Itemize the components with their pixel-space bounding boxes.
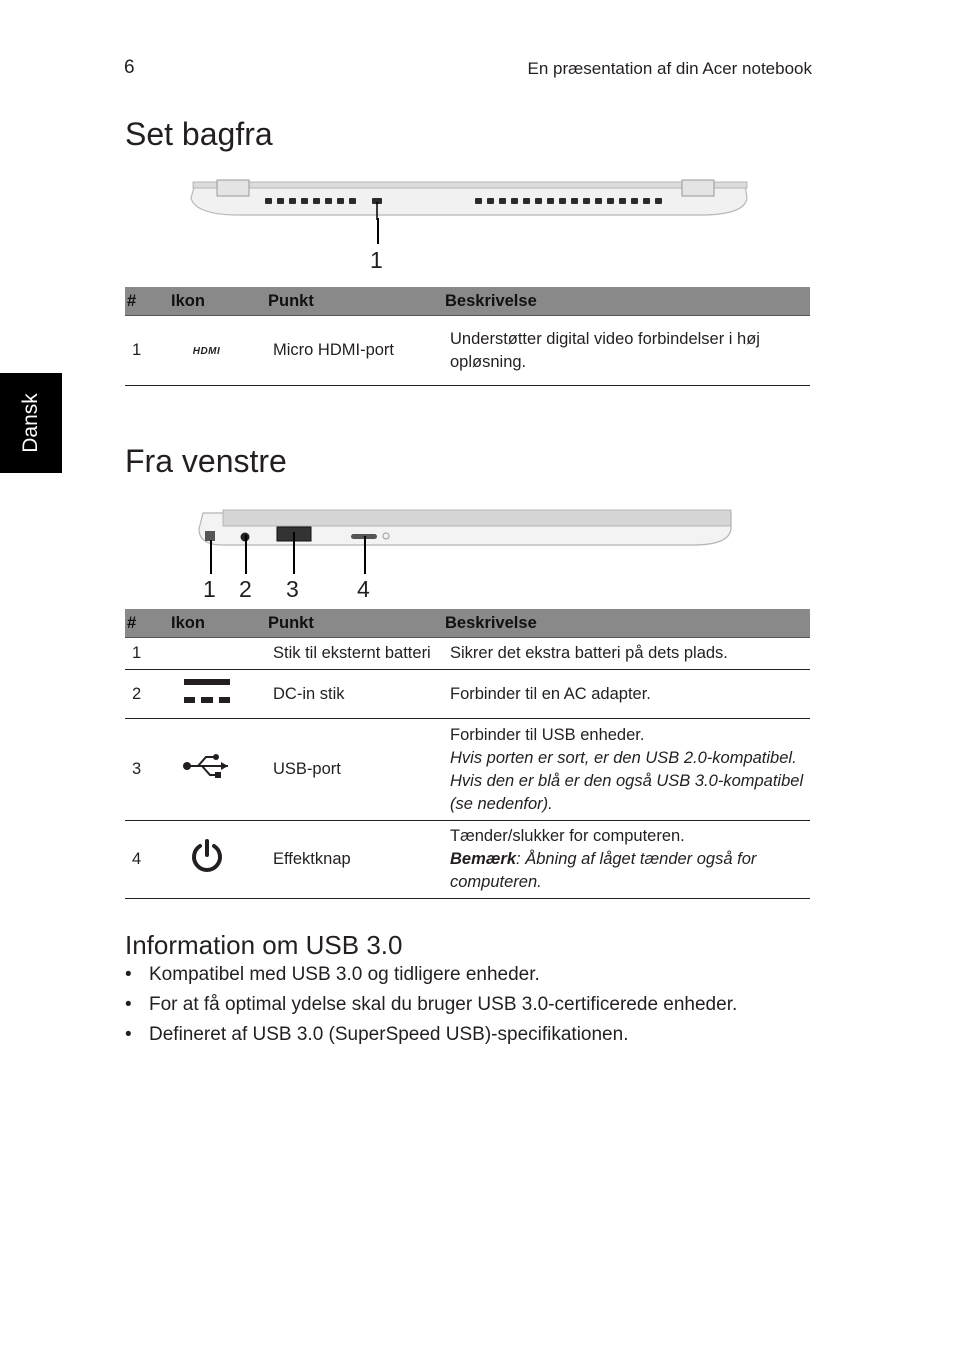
running-header: En præsentation af din Acer notebook xyxy=(527,59,812,78)
page-number: 6 xyxy=(124,57,135,78)
row-item: USB-port xyxy=(266,719,443,821)
row-description: Understøtter digital video forbindelser i høj opløsning. xyxy=(443,316,810,386)
column-header: Beskrivelse xyxy=(443,609,810,638)
callout-line xyxy=(364,536,366,574)
row-number: 4 xyxy=(125,821,157,899)
usb-info-list xyxy=(125,962,737,1052)
language-tab xyxy=(0,373,62,473)
table-header-row xyxy=(125,287,810,316)
note-label: Bemærk xyxy=(450,850,517,868)
column-header: Punkt xyxy=(266,287,443,316)
table-row xyxy=(125,316,810,386)
row-description: Sikrer det ekstra batteri på dets plads. xyxy=(443,638,810,670)
row-item: Micro HDMI-port xyxy=(266,316,443,386)
row-description: Forbinder til en AC adapter. xyxy=(443,670,810,719)
rear-view-illustration xyxy=(185,178,755,220)
dc-in-icon xyxy=(183,677,231,705)
left-ports-table xyxy=(125,609,810,899)
hdmi-icon: HDMI xyxy=(192,346,221,357)
row-number: 2 xyxy=(125,670,157,719)
row-description-note xyxy=(450,848,804,894)
usb-info-title: Information om USB 3.0 xyxy=(125,930,403,960)
column-header: Punkt xyxy=(266,609,443,638)
column-header: Beskrivelse xyxy=(443,287,810,316)
table-header-row xyxy=(125,609,810,638)
usb-icon xyxy=(182,753,232,779)
callout-label: 1 xyxy=(203,576,216,602)
row-number: 3 xyxy=(125,719,157,821)
row-number: 1 xyxy=(125,316,157,386)
callout-label: 4 xyxy=(357,576,370,602)
section-title-left: Fra venstre xyxy=(125,443,287,479)
callout-label: 2 xyxy=(239,576,252,602)
list-item: • Defineret af USB 3.0 (SuperSpeed USB)-specifikationen. xyxy=(125,1022,737,1052)
table-row xyxy=(125,638,810,670)
column-header: Ikon xyxy=(157,609,266,638)
callout-line xyxy=(245,535,247,574)
table-row xyxy=(125,670,810,719)
rear-ports-table xyxy=(125,287,810,386)
row-description: Forbinder til USB enheder. xyxy=(450,725,645,744)
callout-label: 3 xyxy=(286,576,299,602)
list-item: • For at få optimal ydelse skal du bruger USB 3.0-certificerede enheder. xyxy=(125,992,737,1022)
callout-line xyxy=(377,218,379,244)
left-view-illustration xyxy=(193,505,741,555)
callout-line xyxy=(293,532,295,574)
callout-label: 1 xyxy=(370,247,383,273)
section-title-rear: Set bagfra xyxy=(125,116,273,152)
column-header: # xyxy=(125,287,157,316)
row-item: DC-in stik xyxy=(266,670,443,719)
row-number: 1 xyxy=(125,638,157,670)
table-row xyxy=(125,719,810,821)
row-description: Tænder/slukker for computeren. xyxy=(450,827,685,845)
list-item: • Kompatibel med USB 3.0 og tidligere enheder. xyxy=(125,962,737,992)
table-row xyxy=(125,821,810,899)
column-header: Ikon xyxy=(157,287,266,316)
row-description-note: Hvis porten er sort, er den USB 2.0-kompatibel. Hvis den er blå er den også USB 3.0-kompatibel (se nedenfor). xyxy=(450,748,804,813)
row-item: Effektknap xyxy=(266,821,443,899)
note-text: : Åbning af låget tænder også for computeren. xyxy=(450,850,757,891)
row-item: Stik til eksternt batteri xyxy=(266,638,443,670)
language-tab-label: Dansk xyxy=(19,393,42,453)
column-header: # xyxy=(125,609,157,638)
callout-line xyxy=(210,540,212,574)
power-icon xyxy=(189,838,225,874)
